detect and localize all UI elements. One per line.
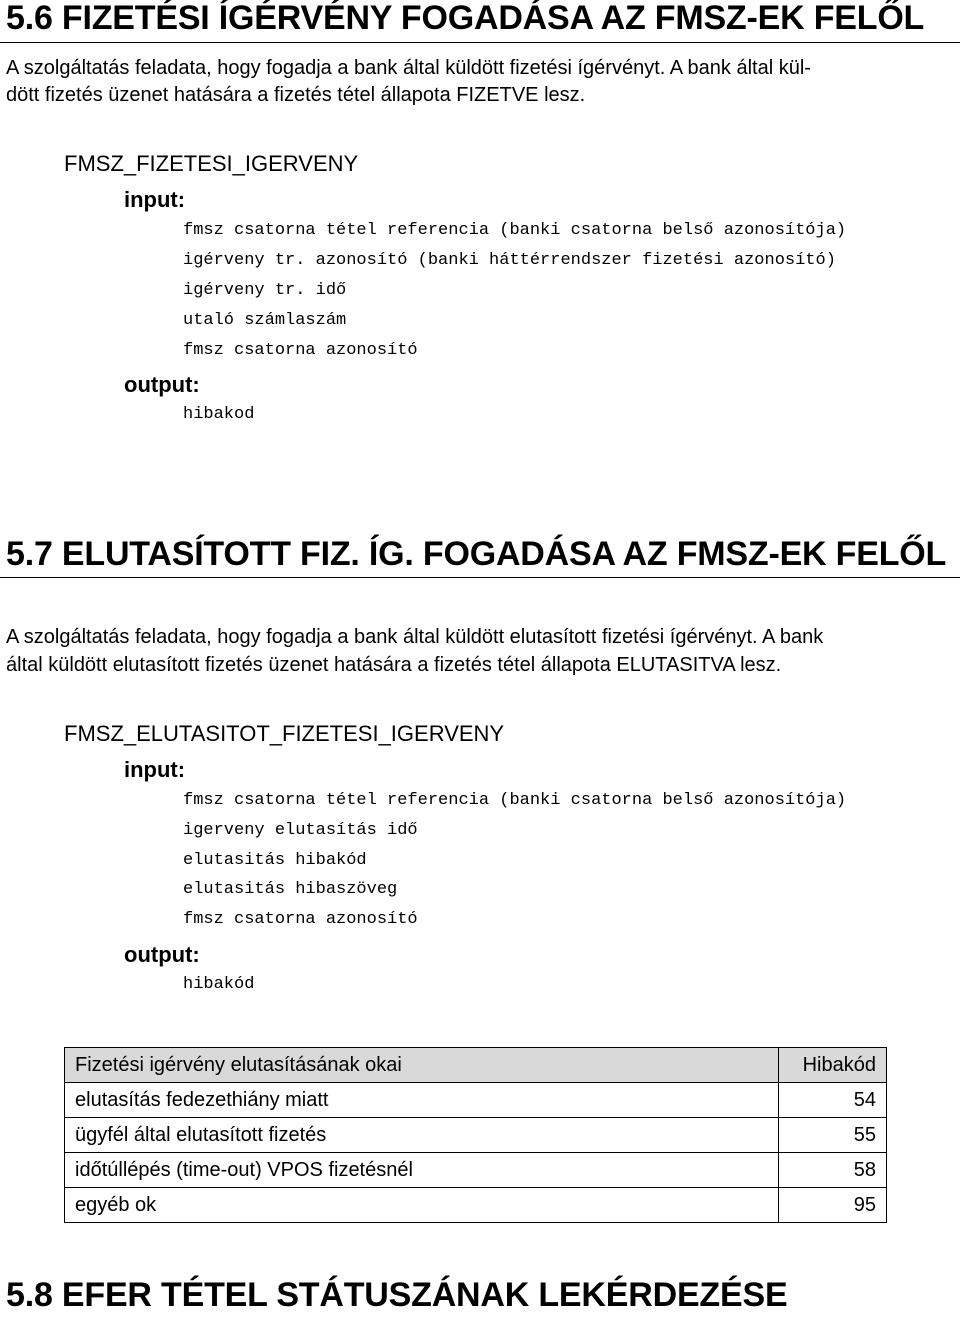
reason-cell: ügyfél által elutasított fizetés: [65, 1118, 779, 1153]
input-label: input:: [124, 757, 186, 782]
code-cell: 95: [779, 1188, 887, 1223]
section-5-7-paragraph-line-2: által küldött elutasított fizetés üzenet hatására a fizetés tétel állapota ELUTASITVA lesz.: [6, 654, 782, 676]
table-row: [65, 1153, 887, 1188]
code-cell: 54: [779, 1083, 887, 1118]
input-param: fmsz csatorna azonosító: [183, 910, 418, 929]
column-header-code: Hibakód: [779, 1048, 887, 1083]
section-5-6-title: 5.6 FIZETÉSI ÍGÉRVÉNY FOGADÁSA AZ FMSZ-EK FELŐL: [6, 0, 925, 37]
section-5-8-title: 5.8 EFER TÉTEL STÁTUSZÁNAK LEKÉRDEZÉSE: [6, 1276, 788, 1314]
input-param: utaló számlaszám: [183, 311, 347, 330]
table-header-row: [65, 1048, 887, 1083]
section-5-6-paragraph-line-2: dött fizetés üzenet hatására a fizetés tétel állapota FIZETVE lesz.: [6, 84, 586, 106]
code-cell: 55: [779, 1118, 887, 1153]
service-name: FMSZ_ELUTASITOT_FIZETESI_IGERVENY: [64, 721, 505, 746]
output-param: hibakód: [183, 975, 255, 994]
output-param: hibakod: [183, 405, 255, 424]
input-param: fmsz csatorna tétel referencia (banki csatorna belső azonosítója): [183, 791, 847, 810]
input-param: igérveny tr. idő: [183, 281, 347, 300]
section-5-7-title: 5.7 ELUTASÍTOTT FIZ. ÍG. FOGADÁSA AZ FMSZ-EK FELŐL: [6, 535, 947, 573]
code-cell: 58: [779, 1153, 887, 1188]
reason-cell: időtúllépés (time-out) VPOS fizetésnél: [65, 1153, 779, 1188]
column-header-reason: Fizetési igérvény elutasításának okai: [65, 1048, 779, 1083]
output-label: output:: [124, 372, 200, 397]
input-param: fmsz csatorna azonosító: [183, 341, 418, 360]
reason-cell: egyéb ok: [65, 1188, 779, 1223]
input-label: input:: [124, 187, 186, 212]
section-5-6-paragraph-line-1: A szolgáltatás feladata, hogy fogadja a bank által küldött fizetési ígérvényt. A bank által kül-: [6, 57, 811, 79]
input-param: igerveny elutasítás idő: [183, 821, 418, 840]
output-label: output:: [124, 942, 200, 967]
title-underline: [0, 42, 960, 43]
title-underline: [0, 577, 960, 578]
reason-cell: elutasítás fedezethiány miatt: [65, 1083, 779, 1118]
input-param: fmsz csatorna tétel referencia (banki csatorna belső azonosítója): [183, 221, 847, 240]
input-param: igérveny tr. azonosító (banki háttérrendszer fizetési azonosító): [183, 251, 836, 270]
error-code-table: [64, 1047, 887, 1223]
input-param: elutasitás hibakód: [183, 851, 367, 870]
section-5-7-paragraph-line-1: A szolgáltatás feladata, hogy fogadja a bank által küldött elutasított fizetési ígérvényt. A bank: [6, 626, 824, 648]
table-row: [65, 1188, 887, 1223]
table-row: [65, 1118, 887, 1153]
service-name: FMSZ_FIZETESI_IGERVENY: [64, 151, 359, 176]
input-param: elutasitás hibaszöveg: [183, 880, 398, 899]
table-row: [65, 1083, 887, 1118]
